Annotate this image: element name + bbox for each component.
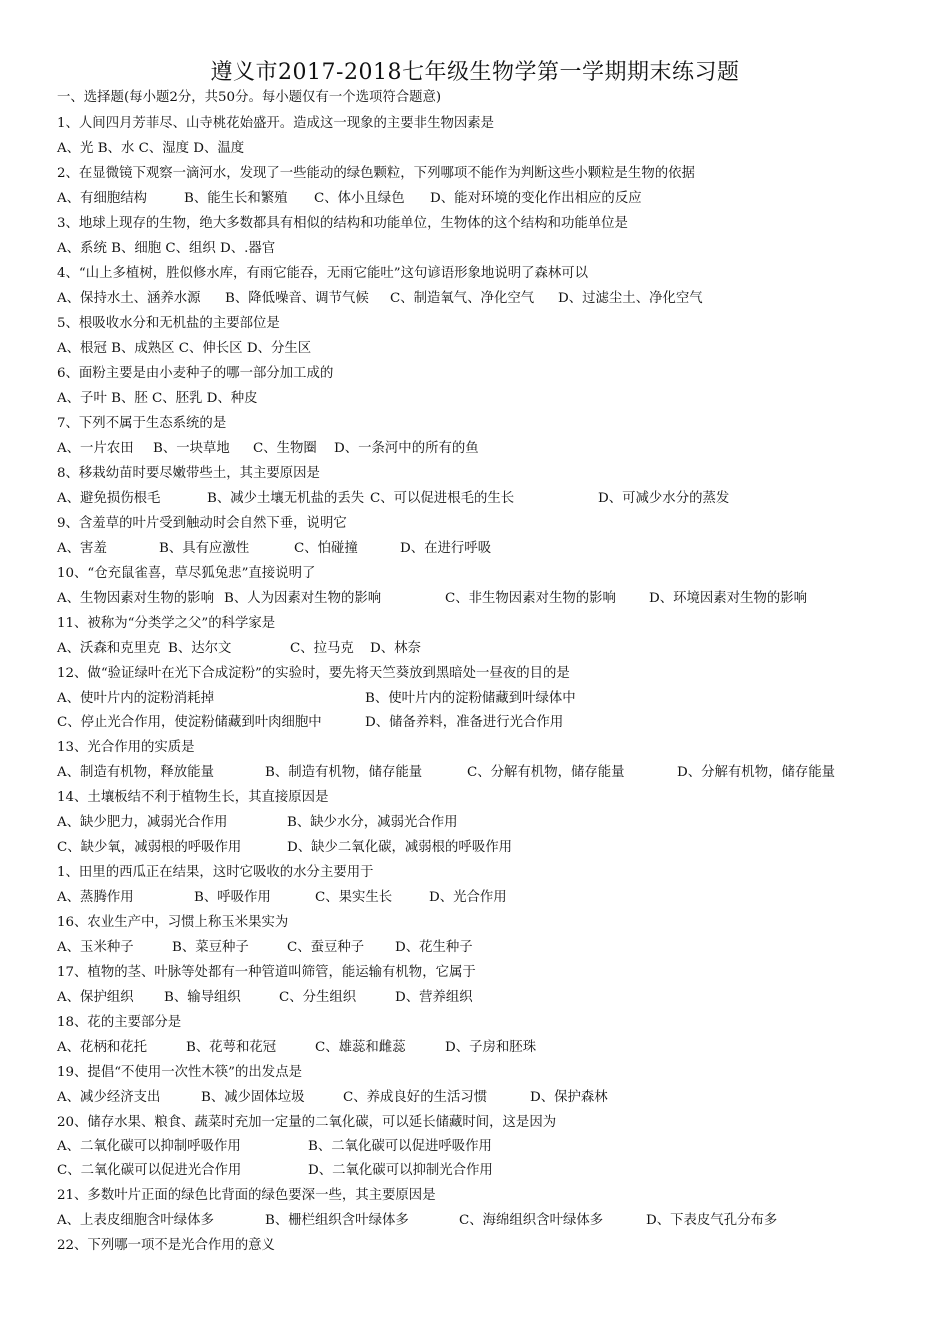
text-line: 8、移栽幼苗时要尽嫩带些土，其主要原因是 [57, 466, 320, 481]
option-text: C、分解有机物，储存能量 [467, 765, 625, 780]
text-line: 22、下列哪一项不是光合作用的意义 [57, 1238, 275, 1253]
option-text: B、一块草地 [153, 441, 230, 456]
options-line [57, 838, 937, 858]
options-line [57, 1038, 937, 1058]
text-line: 1、人间四月芳菲尽、山寺桃花始盛开。造成这一现象的主要非生物因素是 [57, 116, 495, 131]
option-text: B、缺少水分，减弱光合作用 [287, 815, 458, 830]
option-text: A、缺少肥力，减弱光合作用 [57, 815, 228, 830]
option-text: D、在进行呼吸 [400, 541, 492, 556]
options-line [57, 539, 937, 559]
option-text: D、一条河中的所有的鱼 [334, 441, 479, 456]
text-line: 14、土壤板结不利于植物生长，其直接原因是 [57, 790, 329, 805]
option-text: D、分解有机物，储存能量 [677, 765, 836, 780]
option-text: D、环境因素对生物的影响 [649, 591, 808, 606]
text-line: A、光 B、水 C、湿度 D、温度 [57, 141, 245, 156]
option-text: B、使叶片内的淀粉储藏到叶绿体中 [365, 691, 576, 706]
option-text: C、海绵组织含叶绿体多 [459, 1213, 604, 1228]
options-line [57, 439, 937, 459]
option-text: C、雄蕊和雌蕊 [315, 1040, 406, 1055]
option-text: A、制造有机物，释放能量 [57, 765, 214, 780]
option-text: B、人为因素对生物的影响 [224, 591, 382, 606]
option-text: A、二氧化碳可以抑制呼吸作用 [57, 1139, 241, 1154]
option-text: C、蚕豆种子 [287, 940, 365, 955]
text-line: A、系统 B、细胞 C、组织 D、.器官 [57, 241, 276, 256]
option-text: B、栅栏组织含叶绿体多 [265, 1213, 409, 1228]
options-line [57, 888, 937, 908]
option-text: C、养成良好的生活习惯 [343, 1090, 488, 1105]
option-text: D、营养组织 [395, 990, 473, 1005]
text-line: 17、植物的茎、叶脉等处都有一种管道叫筛管，能运输有机物，它属于 [57, 965, 476, 980]
option-text: C、怕碰撞 [294, 541, 358, 556]
text-line: A、子叶 B、胚 C、胚乳 D、种皮 [57, 391, 258, 406]
options-line [57, 1211, 937, 1231]
option-text: B、降低噪音、调节气候 [225, 291, 369, 306]
options-line [57, 289, 937, 309]
options-line [57, 589, 937, 609]
option-text: C、非生物因素对生物的影响 [445, 591, 616, 606]
option-text: C、停止光合作用，使淀粉储藏到叶肉细胞中 [57, 715, 322, 730]
option-text: B、二氧化碳可以促进呼吸作用 [308, 1139, 492, 1154]
text-line: 18、花的主要部分是 [57, 1015, 182, 1030]
option-text: B、达尔文 [168, 641, 232, 656]
options-line [57, 938, 937, 958]
option-text: C、可以促进根毛的生长 [370, 491, 515, 506]
option-text: A、保持水土、涵养水源 [57, 291, 201, 306]
option-text: A、避免损伤根毛 [57, 491, 161, 506]
text-line: 7、下列不属于生态系统的是 [57, 416, 227, 431]
option-text: C、缺少氧，减弱根的呼吸作用 [57, 840, 242, 855]
text-line: 16、农业生产中，习惯上称玉米果实为 [57, 915, 289, 930]
option-text: B、制造有机物，储存能量 [265, 765, 423, 780]
option-text: C、分生组织 [279, 990, 357, 1005]
option-text: D、下表皮气孔分布多 [646, 1213, 778, 1228]
options-line [57, 1137, 937, 1157]
text-line: 10、“仓充鼠雀喜，草尽狐兔悲”直接说明了 [57, 566, 316, 581]
option-text: A、沃森和克里克 [57, 641, 161, 656]
option-text: A、有细胞结构 [57, 191, 148, 206]
option-text: C、拉马克 [290, 641, 354, 656]
option-text: C、生物圈 [253, 441, 317, 456]
text-line: 3、地球上现存的生物，绝大多数都具有相似的结构和功能单位，生物体的这个结构和功能单位是 [57, 216, 628, 231]
option-text: B、呼吸作用 [194, 890, 271, 905]
text-line: 1、田里的西瓜正在结果，这时它吸收的水分主要用于 [57, 865, 374, 880]
text-line: A、根冠 B、成熟区 C、伸长区 D、分生区 [57, 341, 312, 356]
option-text: B、减少固体垃圾 [201, 1090, 305, 1105]
text-line: 6、面粉主要是由小麦种子的哪一部分加工成的 [57, 366, 334, 381]
option-text: A、使叶片内的淀粉消耗掉 [57, 691, 214, 706]
options-line [57, 713, 937, 733]
option-text: A、花柄和花托 [57, 1040, 148, 1055]
option-text: D、光合作用 [429, 890, 507, 905]
option-text: D、花生种子 [395, 940, 473, 955]
option-text: D、二氧化碳可以抑制光合作用 [308, 1163, 493, 1178]
option-text: C、体小且绿色 [314, 191, 405, 206]
option-text: A、上表皮细胞含叶绿体多 [57, 1213, 214, 1228]
text-line: 9、含羞草的叶片受到触动时会自然下垂，说明它 [57, 516, 347, 531]
option-text: B、花萼和花冠 [186, 1040, 277, 1055]
option-text: B、菜豆种子 [172, 940, 249, 955]
option-text: D、子房和胚珠 [445, 1040, 537, 1055]
option-text: A、保护组织 [57, 990, 134, 1005]
option-text: A、害羞 [57, 541, 107, 556]
option-text: B、具有应激性 [159, 541, 250, 556]
options-line [57, 988, 937, 1008]
options-line [57, 689, 937, 709]
text-line: 12、做“验证绿叶在光下合成淀粉”的实验时，要先将天竺葵放到黑暗处一昼夜的目的是 [57, 666, 570, 681]
text-line: 2、在显微镜下观察一滴河水，发现了一些能动的绿色颗粒，下列哪项不能作为判断这些小颗粒是生物的依据 [57, 166, 695, 181]
option-text: A、生物因素对生物的影响 [57, 591, 214, 606]
options-line [57, 189, 937, 209]
option-text: D、保护森林 [530, 1090, 608, 1105]
option-text: C、果实生长 [315, 890, 393, 905]
text-line: 一、选择题(每小题2分，共50分。每小题仅有一个选项符合题意) [57, 90, 442, 105]
option-text: D、林奈 [370, 641, 421, 656]
option-text: A、一片农田 [57, 441, 134, 456]
options-line [57, 489, 937, 509]
option-text: C、二氧化碳可以促进光合作用 [57, 1163, 242, 1178]
document-title: 遵义市2017-2018七年级生物学第一学期期末练习题 [210, 60, 740, 85]
options-line [57, 1088, 937, 1108]
option-text: B、减少土壤无机盐的丢失 [207, 491, 365, 506]
options-line [57, 813, 937, 833]
options-line [57, 639, 937, 659]
option-text: A、减少经济支出 [57, 1090, 161, 1105]
text-line: 4、“山上多植树，胜似修水库，有雨它能吞，无雨它能吐”这句谚语形象地说明了森林可以 [57, 266, 589, 281]
option-text: B、能生长和繁殖 [184, 191, 288, 206]
text-line: 5、根吸收水分和无机盐的主要部位是 [57, 316, 280, 331]
option-text: B、输导组织 [164, 990, 241, 1005]
option-text: D、能对环境的变化作出相应的反应 [430, 191, 642, 206]
option-text: D、缺少二氧化碳，减弱根的呼吸作用 [287, 840, 512, 855]
options-line [57, 763, 937, 783]
option-text: D、可减少水分的蒸发 [598, 491, 730, 506]
option-text: A、蒸腾作用 [57, 890, 134, 905]
text-line: 21、多数叶片正面的绿色比背面的绿色要深一些，其主要原因是 [57, 1188, 436, 1203]
text-line: 13、光合作用的实质是 [57, 740, 195, 755]
options-line [57, 1161, 937, 1181]
option-text: A、玉米种子 [57, 940, 134, 955]
text-line: 11、被称为“分类学之父”的科学家是 [57, 616, 276, 631]
text-line: 20、储存水果、粮食、蔬菜时充加一定量的二氧化碳，可以延长储藏时间，这是因为 [57, 1115, 557, 1130]
option-text: D、过滤尘土、净化空气 [558, 291, 703, 306]
option-text: C、制造氧气、净化空气 [390, 291, 535, 306]
text-line: 19、提倡“不使用一次性木筷”的出发点是 [57, 1065, 302, 1080]
option-text: D、储备养料，准备进行光合作用 [365, 715, 564, 730]
